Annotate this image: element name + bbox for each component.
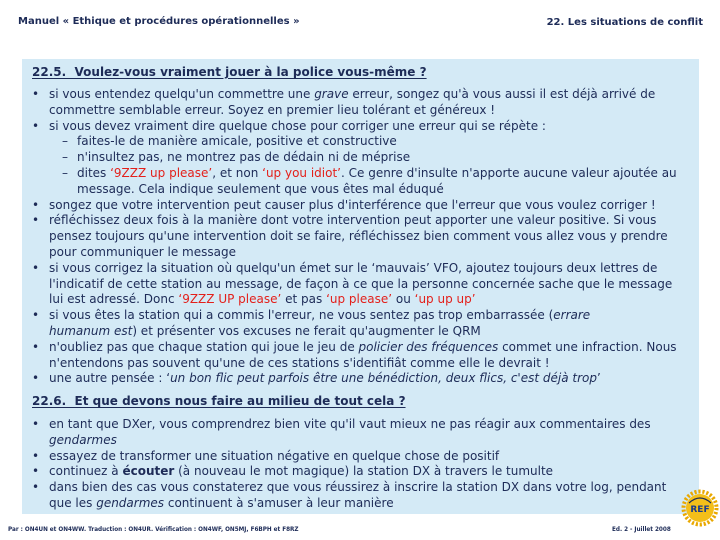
text-run: dites bbox=[77, 165, 111, 180]
text-line bbox=[32, 198, 697, 214]
ref-logo bbox=[681, 487, 719, 529]
bullet-item bbox=[32, 87, 697, 119]
text-line bbox=[32, 464, 697, 480]
text-run: dans bien des cas vous constaterez que vous réussirez à inscrire la station DX dans votre log, pendant bbox=[49, 480, 667, 495]
text-line bbox=[32, 166, 697, 182]
bullet-item bbox=[32, 449, 697, 465]
bullet-marker: • bbox=[32, 464, 40, 479]
italic-text: un bon flic peut parfois être une bénédiction, deux flics, c'est déjà trop bbox=[170, 371, 597, 386]
text-run: pour communiquer le message bbox=[49, 244, 236, 259]
bullet-marker: • bbox=[32, 197, 40, 212]
italic-text: gendarmes bbox=[96, 495, 165, 510]
italic-text: grave bbox=[314, 87, 349, 101]
bullet-item bbox=[32, 464, 697, 480]
text-line bbox=[32, 324, 697, 340]
text-line bbox=[32, 245, 697, 261]
credits-footer: Par : ON4UN et ON4WW. Traduction : ON4UR. Vérification : ON4WF, ON5MJ, F6BPH et F8RZ bbox=[8, 527, 299, 533]
bullet-marker: • bbox=[32, 87, 40, 101]
italic-text: errare bbox=[553, 308, 591, 323]
bullet-item bbox=[32, 119, 697, 198]
bullet-item bbox=[32, 198, 697, 214]
text-line bbox=[32, 213, 697, 229]
text-line bbox=[32, 150, 697, 166]
text-line bbox=[32, 277, 697, 293]
text-line bbox=[32, 103, 697, 119]
text-run: en tant que DXer, vous comprendrez bien vite qu'il vaut mieux ne pas réagir aux commentaires des bbox=[49, 417, 651, 431]
text-line bbox=[32, 308, 697, 324]
highlighted-text: ‘up up up’ bbox=[414, 292, 476, 307]
bullet-marker: • bbox=[32, 448, 40, 463]
text-run: et pas bbox=[281, 292, 327, 307]
bullet-marker: • bbox=[32, 371, 40, 386]
sub-item bbox=[32, 166, 697, 198]
chapter-title: 22. Les situations de conflit bbox=[546, 17, 703, 28]
bullet-marker: • bbox=[32, 118, 40, 133]
sub-item bbox=[32, 134, 697, 150]
text-line bbox=[32, 182, 697, 198]
bullet-marker: • bbox=[32, 213, 40, 228]
bullet-item bbox=[32, 371, 697, 387]
text-line bbox=[32, 87, 697, 103]
bullet-item bbox=[32, 417, 697, 449]
text-line bbox=[32, 356, 697, 372]
text-run: n'entendons pas souvent qu'une de ces stations s'identifiât comme elle le devrait ! bbox=[49, 355, 550, 370]
bullet-marker: • bbox=[32, 339, 40, 354]
text-run: lui est adressé. Donc bbox=[49, 292, 179, 307]
text-run: commettre semblable erreur. Soyez en premier lieu tolérant et généreux ! bbox=[49, 102, 496, 117]
text-run: si vous entendez quelqu'un commettre une bbox=[49, 87, 315, 101]
text-run: pensez toujours qu'une intervention doit se faire, réfléchissez bien comment vous allez vous y prendre bbox=[49, 229, 668, 244]
italic-text: gendarmes bbox=[49, 432, 117, 447]
text-line bbox=[32, 433, 697, 449]
bullet-list bbox=[32, 417, 697, 512]
text-line bbox=[32, 119, 697, 135]
text-run: si vous devez vraiment dire quelque chose pour corriger une erreur qui se répète : bbox=[49, 118, 546, 133]
italic-text: humanum est bbox=[49, 323, 133, 338]
text-run: faites-le de manière amicale, positive et constructive bbox=[77, 134, 397, 149]
text-line bbox=[32, 496, 697, 512]
text-run: continuez à bbox=[49, 464, 123, 479]
highlighted-text: ‘up please’ bbox=[326, 292, 393, 307]
text-run: . Ce genre d'insulte n'apporte aucune valeur ajoutée au bbox=[341, 165, 677, 180]
edition-label: Ed. 2 - Juillet 2008 bbox=[612, 527, 671, 533]
bullet-item bbox=[32, 213, 697, 260]
text-run: ) et présenter vos excuses ne ferait qu'augmenter le QRM bbox=[132, 323, 481, 338]
text-run: si vous corrigez la situation où quelqu'un émet sur le ‘mauvais’ VFO, ajoutez toujours deux lettres de bbox=[49, 260, 658, 275]
bullet-marker: • bbox=[32, 260, 40, 275]
text-run: erreur, songez qu'à vous aussi il est déjà arrivé de bbox=[348, 87, 656, 101]
text-run: continuent à s'amuser à leur manière bbox=[164, 495, 394, 510]
text-line bbox=[32, 134, 697, 150]
highlighted-text: ‘9ZZZ up please’ bbox=[110, 165, 213, 180]
section-heading: 22.6. Et que devons nous faire au milieu de tout cela ? bbox=[32, 394, 406, 408]
text-run: réfléchissez deux fois à la manière dont votre intervention peut apporter une valeur positive. Si vous bbox=[49, 213, 657, 228]
text-line bbox=[32, 449, 697, 465]
text-line bbox=[32, 480, 697, 496]
text-run: n'insultez pas, ne montrez pas de dédain ni de méprise bbox=[77, 150, 411, 165]
dash-marker: – bbox=[62, 150, 68, 165]
text-line bbox=[32, 229, 697, 245]
manual-title: Manuel « Ethique et procédures opérationnelles » bbox=[18, 16, 300, 27]
bold-text: écouter bbox=[122, 464, 175, 479]
italic-text: policier des fréquences bbox=[358, 339, 499, 354]
logo-text: REF bbox=[690, 505, 710, 515]
text-run: songez que votre intervention peut causer plus d'interférence que l'erreur que vous voulez corriger ! bbox=[49, 197, 656, 212]
text-run: essayez de transformer une situation négative en quelque chose de positif bbox=[49, 448, 500, 463]
text-line bbox=[32, 340, 697, 356]
highlighted-text: ‘9ZZZ UP please’ bbox=[178, 292, 282, 307]
highlighted-text: ‘up you idiot’ bbox=[262, 165, 341, 180]
text-line bbox=[32, 261, 697, 277]
text-run: si vous êtes la station qui a commis l'erreur, ne vous sentez pas trop embarrassée ( bbox=[49, 308, 554, 323]
bullet-item bbox=[32, 261, 697, 308]
section-heading: 22.5. Voulez-vous vraiment jouer à la police vous-même ? bbox=[32, 65, 427, 79]
text-run: une autre pensée : ‘ bbox=[49, 371, 171, 386]
bullet-item bbox=[32, 480, 697, 512]
bullet-marker: • bbox=[32, 308, 40, 323]
bullet-marker: • bbox=[32, 417, 40, 431]
text-line bbox=[32, 371, 697, 387]
text-line bbox=[32, 292, 697, 308]
text-run: que les bbox=[49, 495, 97, 510]
dash-marker: – bbox=[62, 134, 68, 149]
bullet-list bbox=[32, 87, 697, 387]
text-line bbox=[32, 417, 697, 433]
bullet-item bbox=[32, 308, 697, 340]
text-run: message. Cela indique seulement que vous êtes mal éduqué bbox=[77, 181, 444, 196]
text-run: commet une infraction. Nous bbox=[498, 339, 677, 354]
text-run: n'oubliez pas que chaque station qui joue le jeu de bbox=[49, 339, 359, 354]
text-run: ’ bbox=[596, 371, 601, 386]
bullet-marker: • bbox=[32, 480, 40, 495]
bullet-item bbox=[32, 340, 697, 372]
sub-item bbox=[32, 150, 697, 166]
text-run: l'indicatif de cette station au message, de façon à ce que la personne concernée sache que le message bbox=[49, 276, 673, 291]
text-run: ou bbox=[392, 292, 415, 307]
dash-marker: – bbox=[62, 165, 68, 180]
text-run: (à nouveau le mot magique) la station DX à travers le tumulte bbox=[174, 464, 554, 479]
text-run: , et non bbox=[212, 165, 263, 180]
